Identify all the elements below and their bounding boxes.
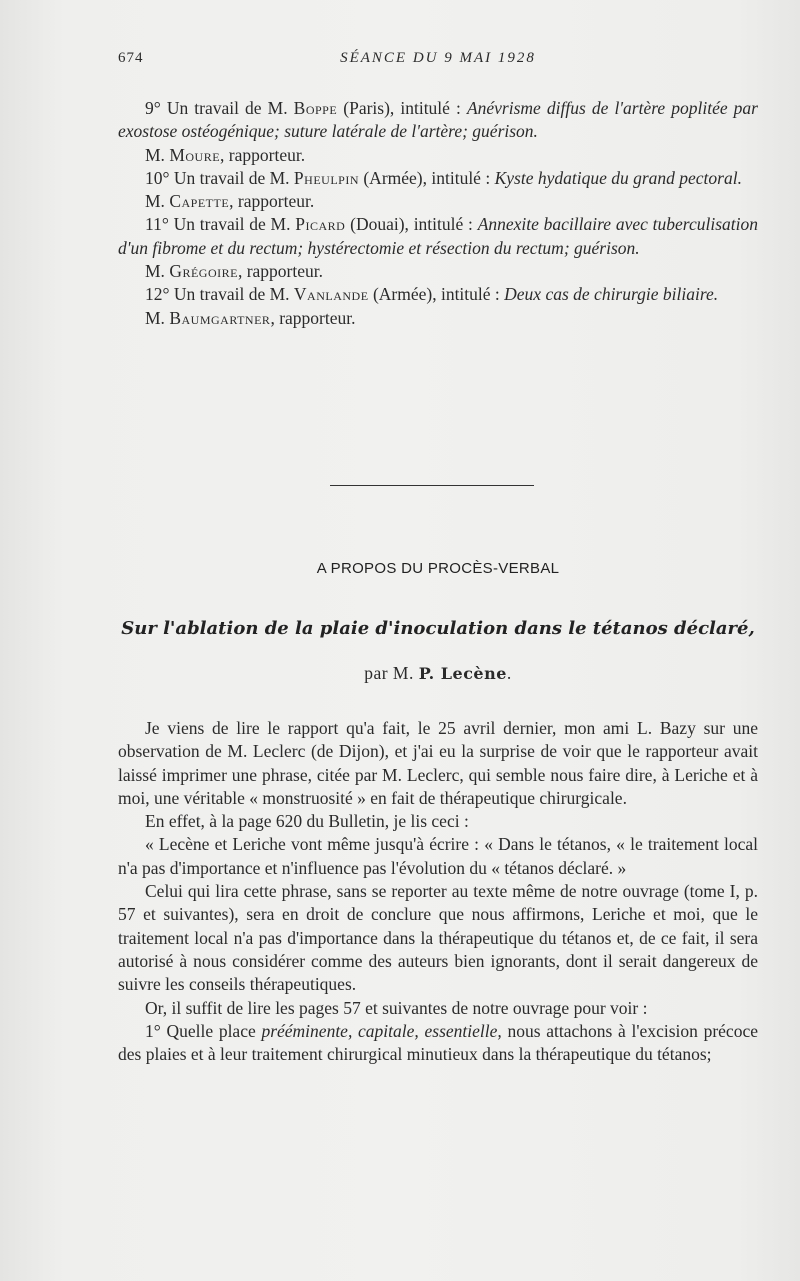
- body-paragraph-2: En effet, à la page 620 du Bulletin, je lis ceci :: [145, 811, 469, 832]
- work-entry-11: 11° Un travail de M. Picard (Douai), intitulé : Annexite bacillaire avec tuberculisation d'un fibrome et du rectum; hystérectomie et résection du rectum; guérison.: [118, 214, 758, 258]
- article-title: Sur l'ablation de la plaie d'inoculation dans le tétanos déclaré,: [121, 618, 755, 639]
- running-header: [118, 50, 758, 74]
- work-entry-10: 10° Un travail de M. Pheulpin (Armée), intitulé : Kyste hydatique du grand pectoral.: [145, 167, 742, 188]
- section-heading: A PROPOS DU PROCÈS-VERBAL: [316, 560, 560, 577]
- work-entry-12: 12° Un travail de M. Vanlande (Armée), intitulé : Deux cas de chirurgie biliaire.: [145, 284, 719, 305]
- rapporteur-12: M. Baumgartner, rapporteur.: [145, 307, 356, 328]
- rapporteur-10: M. Capette, rapporteur.: [145, 191, 315, 212]
- body-paragraph-6: 1° Quelle place prééminente, capitale, essentielle, nous attachons à l'excision précoce des plaies et à leur traitement chirurgical minutieux dans la thérapeutique du tétanos;: [118, 1020, 758, 1065]
- body-paragraph-1: Je viens de lire le rapport qu'a fait, le 25 avril dernier, mon ami L. Bazy sur une observation de M. Leclerc (de Dijon), et j'ai eu la surprise de voir que le rapporteur avait laissé imprimer une phrase, citée par M. Leclerc, qui semble nous faire dire, à Leriche et à moi, une véritable « monstruosité » en fait de thérapeutique chirurgicale.: [118, 718, 758, 808]
- work-entry-9: 9° Un travail de M. Boppe (Paris), intitulé : Anévrisme diffus de l'artère poplitée par exostose ostéogénique; suture latérale de l'artère; guérison.: [118, 98, 758, 142]
- running-title: SÉANCE DU 9 MAI 1928: [340, 50, 536, 66]
- body-paragraph-4: Celui qui lira cette phrase, sans se reporter au texte même de notre ouvrage (tome I, p. 57 et suivantes), sera en droit de conclure que nous affirmons, Leriche et moi, que le traitement local n'a pas d'importance dans la thérapeutique du tétanos et, de ce fait, il sera autorisé à nous considérer comme des auteurs bien ignorants, dont il serait dangereux de suivre les conseils thérapeutiques.: [118, 881, 758, 995]
- rapporteur-9: M. Moure, rapporteur.: [145, 144, 306, 165]
- rapporteur-11: M. Grégoire, rapporteur.: [145, 261, 323, 282]
- article-byline: par M. P. Lecène.: [364, 663, 512, 683]
- works-list: [118, 97, 758, 330]
- body-paragraph-5: Or, il suffit de lire les pages 57 et suivantes de notre ouvrage pour voir :: [145, 997, 648, 1018]
- article-body: [118, 717, 758, 1066]
- author-name: P. Lecène: [418, 664, 507, 683]
- page-number: 674: [118, 50, 144, 66]
- body-quotation: « Lecène et Leriche vont même jusqu'à écrire : « Dans le tétanos, « le traitement local n'a pas d'importance et n'influence pas l'évolution du « tétanos déclaré. »: [118, 834, 758, 878]
- section-divider: [330, 485, 534, 486]
